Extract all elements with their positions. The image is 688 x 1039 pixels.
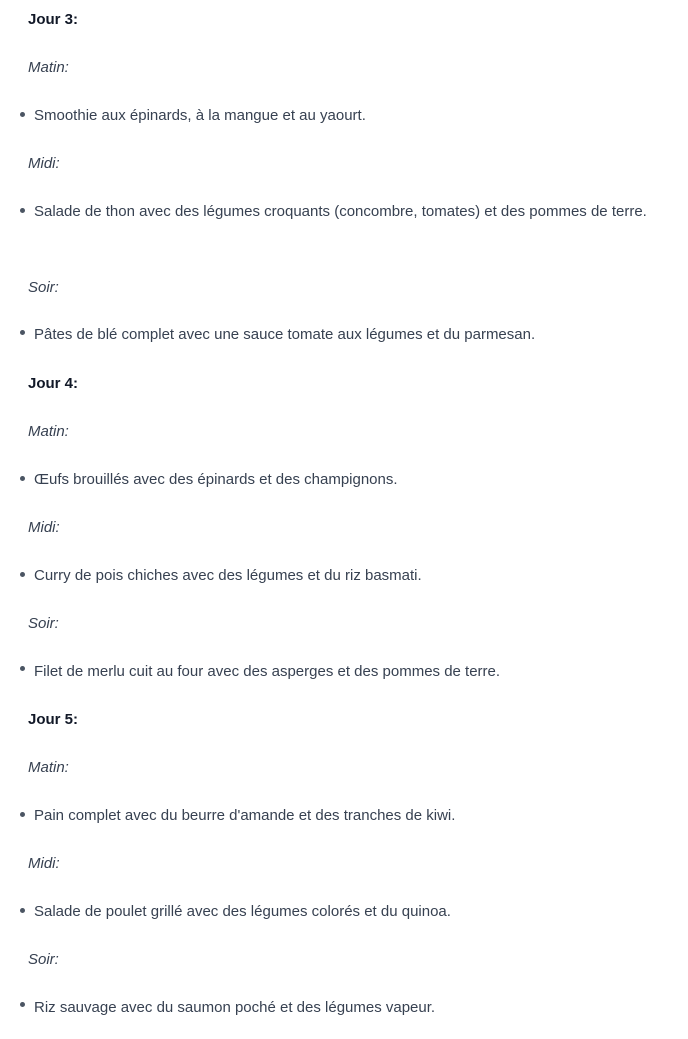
day-heading: Jour 3: bbox=[28, 11, 79, 28]
meal-item: Œufs brouillés avec des épinards et des champignons. bbox=[34, 471, 398, 488]
meal-item: Pâtes de blé complet avec une sauce tomate aux légumes et du parmesan. bbox=[34, 326, 536, 343]
meal-label: Soir: bbox=[28, 951, 59, 968]
meal-label: Soir: bbox=[28, 615, 59, 632]
bullet-icon bbox=[20, 908, 25, 913]
meal-item: Salade de thon avec des légumes croquants (concombre, tomates) et des pommes de terre. bbox=[34, 203, 647, 220]
meal-item: Curry de pois chiches avec des légumes et du riz basmati. bbox=[34, 567, 422, 584]
meal-item: Smoothie aux épinards, à la mangue et au yaourt. bbox=[34, 107, 366, 124]
day-heading: Jour 4: bbox=[28, 375, 79, 392]
meal-label: Matin: bbox=[28, 759, 69, 776]
meal-label: Midi: bbox=[28, 855, 60, 872]
bullet-icon bbox=[20, 1002, 25, 1007]
bullet-icon bbox=[20, 476, 25, 481]
meal-label: Midi: bbox=[28, 519, 60, 536]
meal-item: Filet de merlu cuit au four avec des asperges et des pommes de terre. bbox=[34, 663, 501, 680]
bullet-icon bbox=[20, 208, 25, 213]
meal-label: Matin: bbox=[28, 59, 69, 76]
meal-item: Pain complet avec du beurre d'amande et des tranches de kiwi. bbox=[34, 807, 456, 824]
meal-label: Soir: bbox=[28, 279, 59, 296]
bullet-icon bbox=[20, 112, 25, 117]
bullet-icon bbox=[20, 666, 25, 671]
bullet-icon bbox=[20, 330, 25, 335]
bullet-icon bbox=[20, 572, 25, 577]
bullet-icon bbox=[20, 812, 25, 817]
meal-label: Matin: bbox=[28, 423, 69, 440]
meal-label: Midi: bbox=[28, 155, 60, 172]
meal-item: Riz sauvage avec du saumon poché et des légumes vapeur. bbox=[34, 999, 436, 1016]
day-heading: Jour 5: bbox=[28, 711, 79, 728]
meal-item: Salade de poulet grillé avec des légumes colorés et du quinoa. bbox=[34, 903, 451, 920]
